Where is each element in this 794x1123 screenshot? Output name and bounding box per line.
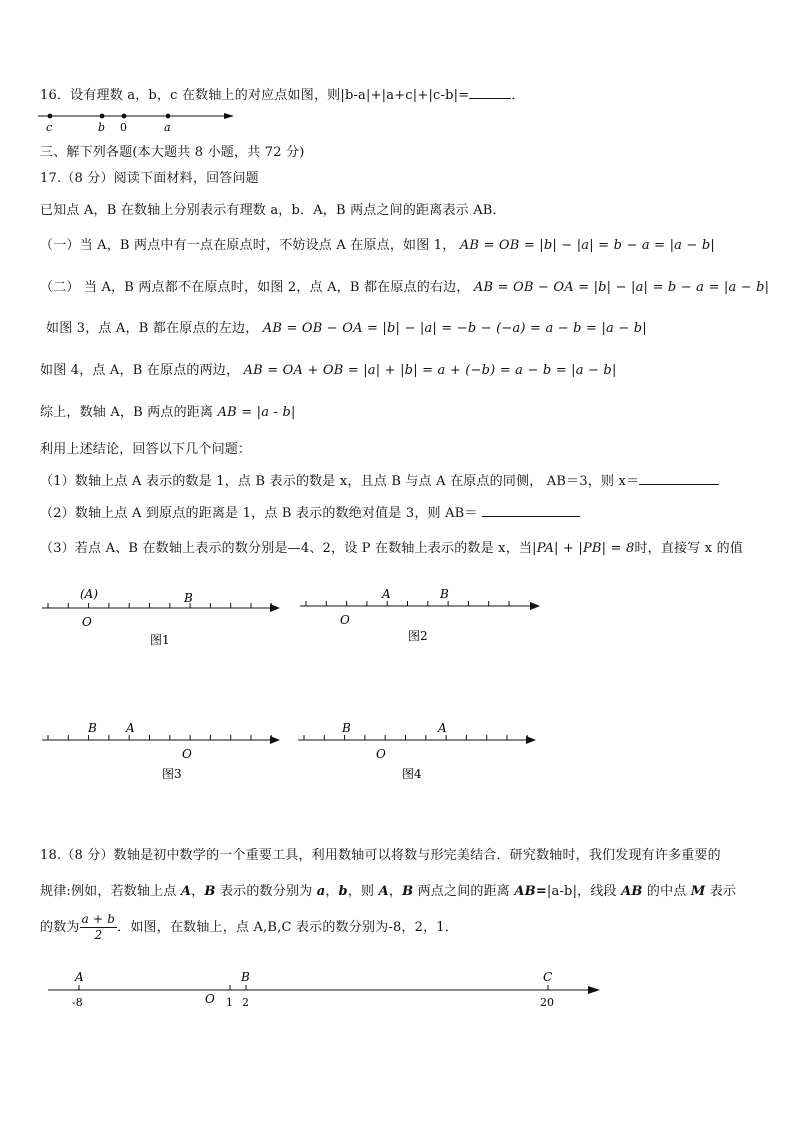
fig3-label-b: B — [88, 721, 97, 735]
case3-formula: AB = OB − OA = |b| − |a| = −b − (−a) = a − b = |a − b| — [262, 321, 647, 336]
q18-point-b: B — [204, 884, 216, 899]
fig1-label-b: B — [184, 591, 193, 605]
axis-arrow — [530, 602, 540, 610]
q16-number-line — [38, 108, 238, 136]
q18-segment-ab: AB — [621, 884, 643, 899]
q16-end: ． — [511, 88, 525, 103]
q18-num-1: 1 — [226, 996, 233, 1009]
p3-end: 时，直接写 x 的值 — [634, 541, 744, 556]
q18-label-a: A — [75, 970, 84, 984]
q18-comma2: ， — [325, 884, 339, 899]
q18-midpoint-m: M — [690, 884, 706, 899]
label-b: b — [98, 121, 106, 134]
point-b — [100, 114, 105, 119]
fig4-caption: 图4 — [402, 767, 422, 781]
p3-formula: |PA| + |PB| = 8 — [532, 541, 635, 556]
q18-comma3: ， — [388, 884, 403, 899]
frac-denominator: 2 — [94, 928, 103, 942]
q17-p2 — [40, 502, 580, 521]
p1-text: （1）数轴上点 A 表示的数是 1，点 B 表示的数是 x，且点 B 与点 A 在原点的同侧， AB＝3，则 x＝ — [40, 474, 640, 489]
q18-point-b2: B — [402, 884, 414, 899]
q18-text-h: 的数为 — [40, 920, 80, 935]
label-zero: 0 — [120, 121, 127, 134]
label-c: c — [46, 121, 53, 134]
fig2-label-a: A — [382, 587, 391, 601]
q18-text-c: ，则 — [347, 884, 379, 899]
p2-answer-blank[interactable] — [482, 504, 580, 517]
fig1-label-a: (A) — [80, 587, 99, 601]
frac-numerator: a + b — [81, 912, 116, 926]
q17-intro: 已知点 A，B 在数轴上分别表示有理数 a，b．A，B 两点之间的距离表示 AB． — [40, 203, 506, 218]
q17-p3 — [40, 537, 743, 556]
point-c — [48, 114, 53, 119]
q18-num-2: 2 — [242, 996, 249, 1009]
summary-formula: AB = |a - b| — [217, 405, 296, 420]
summary-text: 综上，数轴 A，B 两点的距离 — [40, 405, 214, 420]
figure-4 — [296, 716, 546, 786]
p3-text: （3）若点 A、B 在数轴上表示的数分别是—4、2，设 P 在数轴上表示的数是 x，当 — [40, 541, 533, 556]
case2-text: （二） 当 A，B 两点都不在原点时，如图 2，点 A，B 都在原点的右边， — [40, 280, 470, 295]
q18-line2 — [40, 880, 736, 899]
q18-number-line — [46, 966, 606, 1016]
point-zero — [122, 114, 127, 119]
q18-comma: ， — [191, 884, 205, 899]
q17-p1 — [40, 470, 719, 489]
case3-text: 如图 3，点 A，B 都在原点的左边， — [46, 321, 259, 336]
figure-3 — [40, 716, 290, 786]
case4-formula: AB = OA + OB = |a| + |b| = a + (−b) = a − b = |a − b| — [243, 363, 617, 378]
q18-fraction — [80, 912, 118, 943]
q17-case1 — [40, 234, 715, 253]
p1-answer-blank[interactable] — [639, 472, 719, 485]
q18-line1: 18.（8 分）数轴是初中数学的一个重要工具，利用数轴可以将数与形完美结合．研究数轴时，我们发现有许多重要的 — [40, 848, 721, 863]
fig1-label-o: O — [82, 615, 92, 629]
q17-summary — [40, 401, 296, 420]
fig2-label-b: B — [440, 587, 449, 601]
fig4-label-o: O — [376, 747, 386, 761]
figure-2 — [298, 582, 548, 652]
q18-label-b: B — [241, 970, 250, 984]
fig3-label-o: O — [182, 747, 192, 761]
p2-text: （2）数轴上点 A 到原点的距离是 1，点 B 表示的数绝对值是 3，则 AB＝ — [40, 506, 478, 521]
q18-line3 — [40, 912, 458, 943]
fig2-label-o: O — [340, 613, 350, 627]
q17-case3 — [46, 317, 647, 336]
q18-point-a2: A — [378, 884, 389, 899]
q18-abs-expr: |a-b| — [546, 884, 578, 899]
q18-var-a: a — [316, 884, 326, 899]
q17-case4 — [40, 359, 617, 378]
q18-text-i: ．如图，在数轴上，点 A,B,C 表示的数分别为-8，2，1． — [117, 920, 458, 935]
q18-text-g: 表示 — [705, 884, 737, 899]
q18-num-a: -8 — [72, 996, 83, 1009]
q16-answer-blank[interactable] — [469, 86, 511, 99]
fig3-label-a: A — [126, 721, 135, 735]
fig4-label-a: A — [438, 721, 447, 735]
q18-label-o: O — [205, 992, 215, 1006]
q18-num-c: 20 — [540, 996, 554, 1009]
point-a — [166, 114, 171, 119]
q18-text-f: 的中点 — [642, 884, 691, 899]
case1-text: （一）当 A，B 两点中有一点在原点时，不妨设点 A 在原点，如图 1， — [40, 238, 456, 253]
q18-var-b: b — [338, 884, 348, 899]
fig1-caption: 图1 — [150, 633, 170, 647]
case4-text: 如图 4，点 A，B 在原点的两边， — [40, 363, 240, 378]
case1-formula: AB = OB = |b| − |a| = b − a = |a − b| — [459, 238, 715, 253]
q18-ab-eq: AB= — [514, 884, 547, 899]
section-title: 三、解下列各题(本大题共 8 小题，共 72 分) — [40, 145, 305, 160]
q18-point-a: A — [180, 884, 192, 899]
q18-text-a: 规律:例如，若数轴上点 — [40, 884, 181, 899]
q18-text-d: 两点之间的距离 — [413, 884, 515, 899]
figure-1 — [40, 582, 290, 652]
q18-text-e: ，线段 — [577, 884, 622, 899]
q16-line — [40, 84, 525, 103]
q18-label-c: C — [543, 970, 553, 984]
q17-header: 17.（8 分）阅读下面材料，回答问题 — [40, 171, 259, 186]
fig4-label-b: B — [342, 721, 351, 735]
label-a: a — [164, 121, 171, 134]
fig2-caption: 图2 — [408, 629, 428, 643]
q16-text: 16．设有理数 a，b，c 在数轴上的对应点如图，则|b-a|+|a+c|+|c-b|= — [40, 88, 470, 103]
q17-case2 — [40, 276, 769, 295]
case2-formula: AB = OB − OA = |b| − |a| = b − a = |a − b| — [473, 280, 770, 295]
q17-use: 利用上述结论，回答以下几个问题： — [40, 442, 252, 457]
fig3-caption: 图3 — [162, 767, 182, 781]
q18-text-b: 表示的数分别为 — [215, 884, 317, 899]
